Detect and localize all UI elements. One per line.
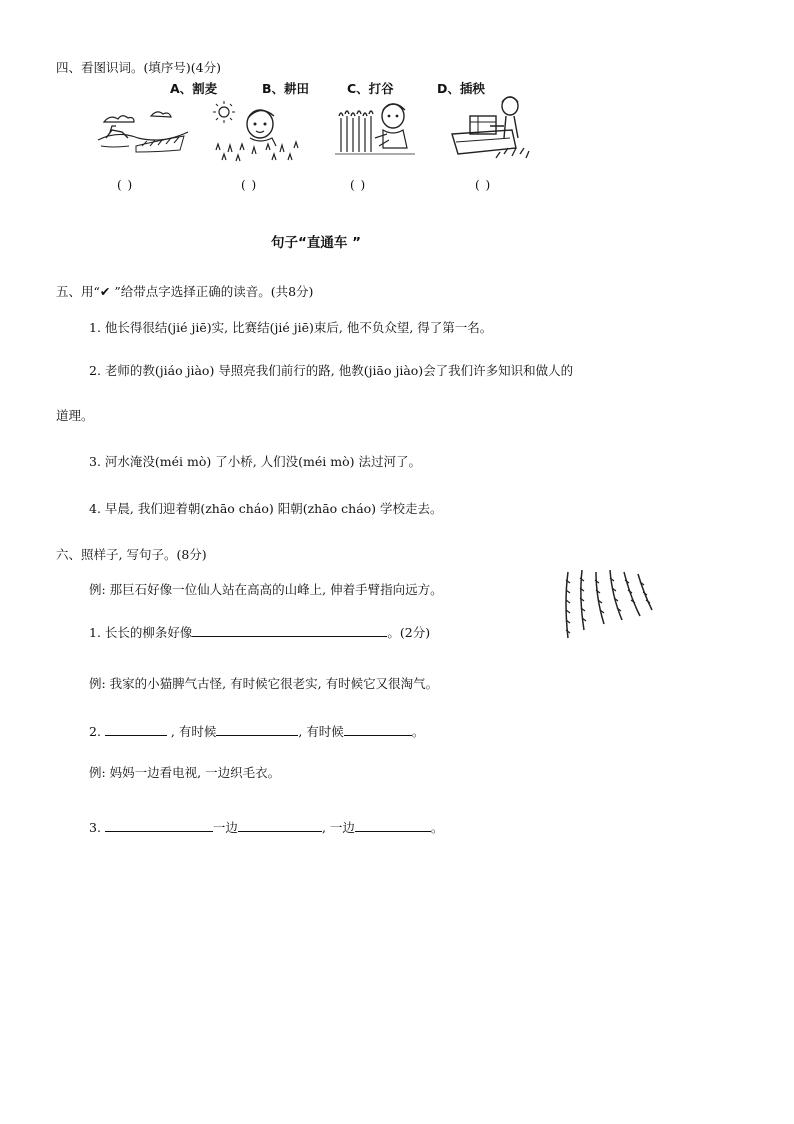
rice-transplanting-illustration: [448, 96, 534, 166]
example-1: 例: 那巨石好像一位仙人站在高高的山峰上, 伸着手臂指向远方。: [89, 582, 443, 597]
option-a-label: A、割麦: [170, 81, 218, 96]
option-d-label: D、插秧: [437, 81, 485, 96]
item3-end: 。: [430, 820, 444, 835]
item3-mid-2: , 一边: [321, 820, 355, 835]
section4-heading: 四、看图识词。(填序号)(4分): [56, 60, 221, 75]
section5-item-3: 3. 河水淹没(méi mò) 了小桥, 人们没(méi mò) 法过河了。: [89, 454, 422, 469]
answer-paren-a[interactable]: ( ): [117, 178, 134, 192]
item1-suffix: 。(2分): [387, 625, 431, 640]
item2-prefix: 2.: [89, 724, 101, 739]
item3-blank-2[interactable]: [238, 819, 322, 832]
section5-item-4: 4. 早晨, 我们迎着朝(zhāo cháo) 阳朝(zhāo cháo) 学校走去。: [89, 501, 443, 516]
item1-answer-blank[interactable]: [192, 624, 387, 637]
threshing-illustration: [335, 98, 420, 160]
wheat-harvest-illustration: [96, 108, 191, 158]
item2-mid-1: , 有时候: [170, 724, 217, 739]
section5-item-1: 1. 他长得很结(jié jiē)实, 比赛结(jié jiē)束后, 他不负众望, 得了第一名。: [89, 320, 493, 335]
section5-item-2: 2. 老师的教(jiáo jiào) 导照亮我们前行的路, 他教(jiāo jiào)会了我们许多知识和做人的: [89, 363, 574, 378]
section5-item-2-continued: 道理。: [56, 408, 94, 423]
item1-prefix: 1. 长长的柳条好像: [89, 625, 193, 640]
option-b-label: B、耕田: [262, 81, 310, 96]
section6-item-3: [89, 818, 443, 836]
ploughing-illustration: [210, 98, 310, 164]
item3-prefix: 3.: [89, 820, 101, 835]
option-c-label: C、打谷: [347, 81, 394, 96]
section5-heading: 五、用“✔ ”给带点字选择正确的读音。(共8分): [56, 284, 314, 299]
willow-branches-illustration: [558, 568, 658, 643]
item3-mid-1: 一边: [212, 820, 238, 835]
section6-heading: 六、照样子, 写句子。(8分): [56, 547, 207, 562]
item2-blank-2[interactable]: [216, 723, 298, 736]
answer-paren-c[interactable]: ( ): [350, 178, 367, 192]
item3-blank-1[interactable]: [105, 819, 213, 832]
answer-paren-d[interactable]: ( ): [475, 178, 492, 192]
item2-blank-1[interactable]: [105, 723, 167, 736]
item2-end: 。: [411, 724, 425, 739]
section6-item-2: [89, 722, 424, 740]
item3-blank-3[interactable]: [355, 819, 431, 832]
item2-blank-3[interactable]: [344, 723, 412, 736]
example-2: 例: 我家的小猫脾气古怪, 有时候它很老实, 有时候它又很淘气。: [89, 676, 439, 691]
item2-mid-2: , 有时候: [298, 724, 344, 739]
section6-item-1: [89, 623, 430, 641]
answer-paren-b[interactable]: ( ): [241, 178, 258, 192]
example-3: 例: 妈妈一边看电视, 一边织毛衣。: [89, 765, 281, 780]
sentence-express-title: 句子“直通车 ”: [271, 235, 361, 251]
